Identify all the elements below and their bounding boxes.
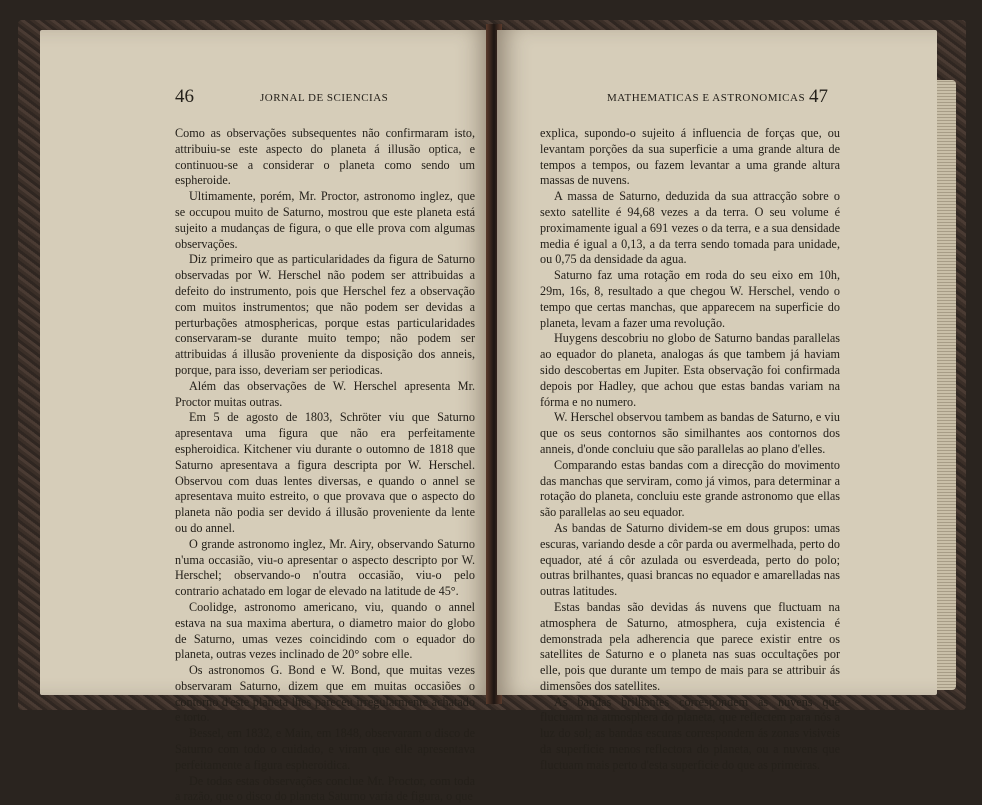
paragraph: Ultimamente, porém, Mr. Proctor, astronomo inglez, que se occupou muito de Saturno, mostrou que este planeta está sujeito a mudanças de figura, o que elle prova com algumas observações. [175,189,475,251]
right-body-text [540,126,840,774]
page-number-left: 46 [175,86,194,107]
paragraph: Estas bandas são devidas ás nuvens que fluctuam na atmosphera de Saturno, atmosphera, cuja existencia é demonstrada pela adherencia que parece existir entre os satellites de Saturno e o planeta nas suas occultações por elle, pois que durante um tempo de mais para se attribuir ás dimensões dos satellites. [540,599,840,693]
paragraph: Em 5 de agosto de 1803, Schröter viu que Saturno apresentava uma figura que não era perfeitamente espheroidica. Kitchener viu durante o outomno de 1818 que Saturno apresentava a figura descripta por W. Herschel. Observou com duas lentes diversas, e quando o annel se apresentava muito estreito, o que provava que o aspecto do planeta não podia ser devido á illusão proveniente da lente ou do annel. [175,410,475,535]
paragraph: Diz primeiro que as particularidades da figura de Saturno observadas por W. Herschel não podem ser attribuidas a defeito do instrumento, pois que Herschel fez a observação com muitos instrumentos; que não podem ser devidas a perturbações atmosphericas, porque estas particularidades conservaram-se durante muito tempo; não podem ser attribuidas á illusão proveniente da disposição dos anneis, porque, para isso, deveriam ser periodicas. [175,252,475,377]
page-number-right: 47 [809,86,828,107]
paragraph: explica, supondo-o sujeito á influencia de forças que, ou levantam porções da sua superficie a uma grande altura de tempos a tempos, ou fazem levantar a uma grande altura massas de nuvens. [540,126,840,188]
paragraph: Saturno faz uma rotação em roda do seu eixo em 10h, 29m, 16s, 8, resultado a que chegou W. Herschel, vendo o tempo que certas manchas, que apparecem na superficie do planeta, levam a fazer uma revolução. [540,268,840,330]
left-page [40,30,490,804]
paragraph: Comparando estas bandas com a direcção do movimento das manchas que serviram, como já vimos, para determinar a rotação do planeta, concluiu este grande astronomo que ellas são parallelas ao seu equador. [540,457,840,520]
paragraph: Os astronomos G. Bond e W. Bond, que muitas vezes observaram Saturno, dizem que em muitas occasiões o contorno d'este planeta lhes pareceu irregularmente achatado e torto. [175,663,475,725]
paragraph: Como as observações subsequentes não confirmaram isto, attribuiu-se este aspecto do planeta á illusão optica, e continuou-se a considerar o planeta como sendo um espheroide. [175,126,475,188]
left-body-text [175,126,475,805]
paragraph: De todas estas observações conclue Mr. Proctor, com toda a razão, que o disco do planeta Saturno varia de figura, o que [175,773,475,804]
running-head-left: JORNAL DE SCIENCIAS [260,92,389,104]
paragraph: Coolidge, astronomo americano, viu, quando o annel estava na sua maxima abertura, o diametro maior do globo de Saturno, umas vezes coincidindo com o equador do planeta, outras vezes inclinado de 20° sobre elle. [175,599,475,662]
paragraph: Huygens descobriu no globo de Saturno bandas parallelas ao equador do planeta, analogas ás que tambem já haviam sido descobertas em Jupiter. Esta observação foi confirmada depois por Hadley, que achou que estas bandas variam na fórma e no numero. [540,331,840,409]
paragraph: As bandas de Saturno dividem-se em dous grupos: umas escuras, variando desde a côr parda ou avermelhada, perto do equador, até á côr azulada ou esverdeada, perto do polo; outras brilhantes, quasi brancas no equador e amarelladas nas outras latitudes. [540,520,840,599]
paragraph: O grande astronomo inglez, Mr. Airy, observando Saturno n'uma occasião, viu-o apresentar o aspecto descripto por W. Herschel; observando-o n'outra occasião, viu-o pelo contrario achatado em logar de elevado na latitude de 45°. [175,536,475,599]
paragraph: W. Herschel observou tambem as bandas de Saturno, e viu que os seus contornos são similhantes aos contornos dos anneis, d'onde concluiu que são parallelas ao plano d'elles. [540,410,840,456]
page-edges [934,80,956,690]
right-page [497,30,937,772]
paragraph: Além das observações de W. Herschel apresenta Mr. Proctor muitas outras. [175,378,475,409]
paragraph: A massa de Saturno, deduzida da sua attracção sobre o sexto satellite é 94,68 vezes a da terra. O seu volume é proximamente igual a 691 vezes o da terra, e a sua densidade media é igual a 0,13, a da terra sendo tomada para unidade, ou 0,75 da densidade da agua. [540,189,840,267]
paragraph: Bessel, em 1832, e Main, em 1848, observaram o disco de Saturno com todo o cuidado, e viram que elle apresentava perfeitamente a figura espheroidica. [175,726,475,772]
paragraph: As bandas brilhantes correspondem ás nuvens que fluctuam na atmosphera do planeta, que reflectem para nós a luz do sol; as bandas escuras correspondem ás zonas visiveis da superficie menos reflectora do planeta, ou a nuvens que fluctuam mais perto d'esta superficie do que as primeiras. [540,694,840,772]
running-head-right: MATHEMATICAS E ASTRONOMICAS [607,92,806,104]
